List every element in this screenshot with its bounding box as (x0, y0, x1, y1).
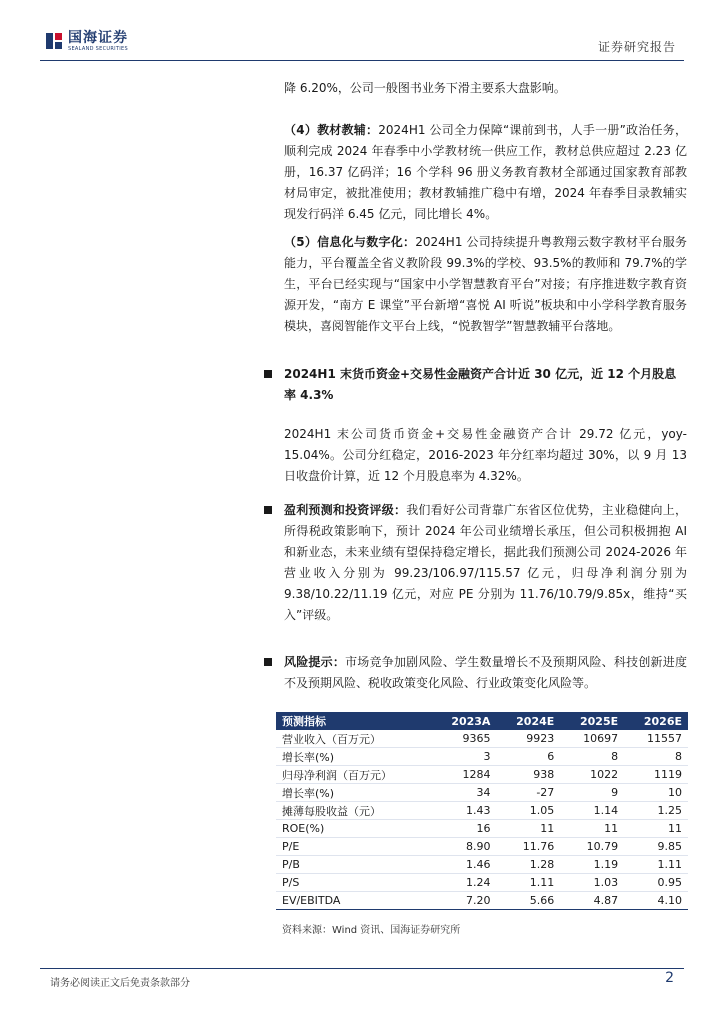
table-cell: 6 (496, 748, 560, 766)
company-logo (46, 30, 128, 52)
table-cell: 营业收入（百万元） (276, 730, 431, 748)
paragraph-text: 2024H1 公司持续提升粤教翔云数字教材平台服务能力，平台覆盖全省义教阶段 99.3%的学校、93.5%的教师和 79.7%的学生，平台已经实现与“国家中小学智慧教育平台”对接；有序推进数字教育资源开发，“南方 E 课堂”平台新增“喜悦 AI 听说”板块和中小学科学教育服务模块，喜阅智能作文平台上线，“悦教智学”智慧教辅平台落地。 (284, 235, 687, 333)
table-cell: 1022 (560, 766, 624, 784)
table-header-cell: 预测指标 (276, 712, 431, 730)
table-row (276, 802, 688, 820)
paragraph-title: 风险提示： (284, 655, 346, 669)
table-row (276, 748, 688, 766)
table-row (276, 838, 688, 856)
section-heading-text: 2024H1 末货币资金+交易性金融资产合计近 30 亿元，近 12 个月股息率 4.3% (284, 367, 677, 402)
table-cell: 1284 (431, 766, 496, 784)
section-risk-warning (284, 652, 687, 694)
table-cell: 9 (560, 784, 624, 802)
table-cell: 1.11 (624, 856, 688, 874)
table-cell: 1.19 (560, 856, 624, 874)
table-cell: P/E (276, 838, 431, 856)
table-cell: 1119 (624, 766, 688, 784)
table-cell: 1.43 (431, 802, 496, 820)
table-cell: 1.46 (431, 856, 496, 874)
table-cell: 1.14 (560, 802, 624, 820)
table-cell: 摊薄每股收益（元） (276, 802, 431, 820)
footer-divider (40, 968, 684, 969)
table-header-cell: 2025E (560, 712, 624, 730)
paragraph-textbooks (284, 120, 687, 225)
table-cell: 11 (496, 820, 560, 838)
table-cell: 5.66 (496, 892, 560, 910)
table-cell: 34 (431, 784, 496, 802)
table-cell: 9.85 (624, 838, 688, 856)
table-row (276, 784, 688, 802)
table-cell: ROE(%) (276, 820, 431, 838)
table-header-row (276, 712, 688, 730)
forecast-table (276, 712, 688, 910)
table-cell: 1.03 (560, 874, 624, 892)
table-row (276, 820, 688, 838)
paragraph-text: 2024H1 末公司货币资金+交易性金融资产合计 29.72 亿元，yoy-15.04%。公司分红稳定，2016-2023 年分红率均超过 30%，以 9 月 13 日收盘价计算，近 12 个月股息率为 4.32%。 (284, 427, 687, 483)
table-cell: 11 (624, 820, 688, 838)
table-cell: 增长率(%) (276, 784, 431, 802)
table-cell: 4.87 (560, 892, 624, 910)
paragraph-title: （4）教材教辅： (284, 123, 379, 137)
table-cell: 8 (624, 748, 688, 766)
table-cell: 1.05 (496, 802, 560, 820)
table-cell: 10.79 (560, 838, 624, 856)
table-cell: 16 (431, 820, 496, 838)
table-cell: 1.11 (496, 874, 560, 892)
paragraph-title: （5）信息化与数字化： (284, 235, 416, 249)
table-header-cell: 2026E (624, 712, 688, 730)
paragraph-text: 市场竞争加剧风险、学生数量增长不及预期风险、科技创新进度不及预期风险、税收政策变化风险、行业政策变化风险等。 (284, 655, 687, 690)
table-cell: P/S (276, 874, 431, 892)
table-cell: 8.90 (431, 838, 496, 856)
page-header (40, 26, 684, 61)
bullet-square-icon (264, 658, 272, 666)
table-cell: 11 (560, 820, 624, 838)
table-cell: 8 (560, 748, 624, 766)
bullet-square-icon (264, 506, 272, 514)
table-cell: 4.10 (624, 892, 688, 910)
paragraph-text: 我们看好公司背靠广东省区位优势，主业稳健向上，所得税政策影响下，预计 2024 年公司业绩增长承压，但公司积极拥抱 AI 和新业态，未来业绩有望保持稳定增长，据此我们预测公司 2024-2026 年营业收入分别为 99.23/106.97/115.57 亿元，归母净利润分别为 9.38/10.22/11.19 亿元，对应 PE 分别为 11.76/10.79/9.85x，维持“买入”评级。 (284, 503, 687, 622)
paragraph-title: 盈利预测和投资评级： (284, 503, 407, 517)
page-number: 2 (665, 970, 674, 986)
paragraph-cash-dividend (284, 424, 687, 487)
table-row (276, 856, 688, 874)
section-heading-cash (284, 364, 687, 406)
table-cell: EV/EBITDA (276, 892, 431, 910)
table-cell: 1.28 (496, 856, 560, 874)
table-cell: 归母净利润（百万元） (276, 766, 431, 784)
table-cell: 0.95 (624, 874, 688, 892)
table-cell: 10 (624, 784, 688, 802)
paragraph-text: 降 6.20%，公司一般图书业务下滑主要系大盘影响。 (284, 81, 566, 95)
table-row (276, 874, 688, 892)
table-cell: 3 (431, 748, 496, 766)
table-cell: 11.76 (496, 838, 560, 856)
table-row (276, 730, 688, 748)
table-cell: P/B (276, 856, 431, 874)
table-cell: 7.20 (431, 892, 496, 910)
table-source-note: 资料来源：Wind 资讯、国海证券研究所 (282, 925, 461, 936)
table-cell: 10697 (560, 730, 624, 748)
logo-name-en: SEALAND SECURITIES (68, 46, 128, 52)
table-cell: 增长率(%) (276, 748, 431, 766)
paragraph-digitalization (284, 232, 687, 337)
table-cell: 11557 (624, 730, 688, 748)
logo-name-cn: 国海证券 (68, 30, 128, 46)
logo-icon (46, 31, 64, 51)
table-cell: 1.24 (431, 874, 496, 892)
bullet-square-icon (264, 370, 272, 378)
table-row (276, 766, 688, 784)
paragraph-text: 2024H1 公司全力保障“课前到书，人手一册”政治任务，顺利完成 2024 年春季中小学教材统一供应工作，教材总供应超过 2.23 亿册，16.37 亿码洋；16 个学科 96 册义务教育教材全部通过国家教育部教材局审定，被批准使用；教材教辅推广稳中有增，2024 年春季目录教辅实现发行码洋 6.45 亿元，同比增长 4%。 (284, 123, 687, 221)
table-cell: 938 (496, 766, 560, 784)
table-cell: 9923 (496, 730, 560, 748)
table-row (276, 892, 688, 910)
paragraph-general-books (284, 78, 687, 99)
section-earnings-forecast (284, 500, 687, 626)
report-type-label: 证券研究报告 (597, 40, 676, 54)
table-cell: 9365 (431, 730, 496, 748)
table-cell: -27 (496, 784, 560, 802)
table-cell: 1.25 (624, 802, 688, 820)
table-header-cell: 2023A (431, 712, 496, 730)
footer-disclaimer: 请务必阅读正文后免责条款部分 (50, 978, 190, 989)
table-header-cell: 2024E (496, 712, 560, 730)
